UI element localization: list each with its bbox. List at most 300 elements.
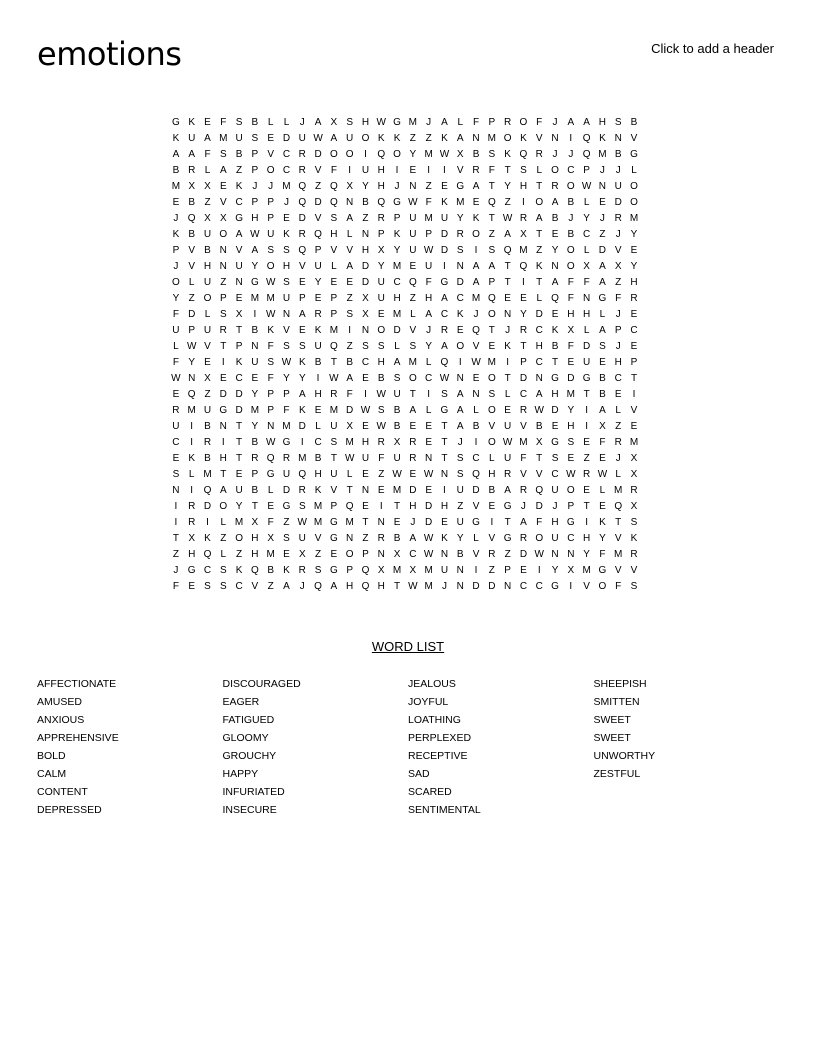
- grid-letter: L: [315, 421, 321, 432]
- grid-letter: E: [441, 181, 448, 192]
- grid-letter: T: [172, 533, 179, 544]
- grid-letter: R: [188, 165, 196, 176]
- grid-letter: U: [314, 261, 322, 272]
- grid-letter: O: [377, 325, 386, 336]
- grid-letter: I: [300, 437, 304, 448]
- grid-letter: S: [630, 581, 638, 592]
- grid-letter: K: [188, 117, 196, 128]
- grid-letter: Q: [487, 197, 496, 208]
- grid-letter: Q: [377, 149, 386, 160]
- grid-letter: E: [235, 469, 243, 480]
- grid-letter: O: [551, 165, 559, 176]
- grid-letter: W: [439, 149, 450, 160]
- grid-letter: V: [535, 469, 543, 480]
- grid-letter: F: [172, 357, 179, 368]
- grid-letter: A: [204, 133, 211, 144]
- grid-letter: E: [551, 421, 559, 432]
- grid-letter: O: [630, 197, 638, 208]
- grid-letter: G: [598, 293, 607, 304]
- grid-letter: C: [282, 149, 291, 160]
- grid-letter: A: [456, 133, 464, 144]
- grid-letter: P: [251, 469, 259, 480]
- grid-letter: G: [551, 581, 559, 592]
- grid-letter: N: [472, 389, 480, 400]
- grid-letter: Y: [314, 277, 322, 288]
- word-list-column: [594, 675, 780, 819]
- grid-letter: U: [203, 325, 212, 336]
- grid-letter: V: [472, 549, 480, 560]
- grid-letter: T: [441, 421, 448, 432]
- grid-letter: Y: [377, 261, 385, 272]
- grid-letter: U: [377, 293, 385, 304]
- grid-letter: R: [219, 325, 227, 336]
- grid-letter: C: [235, 581, 243, 592]
- grid-letter: W: [376, 421, 386, 432]
- grid-letter: M: [171, 181, 181, 192]
- grid-letter: Z: [283, 517, 290, 528]
- grid-letter: W: [423, 469, 434, 480]
- grid-letter: Z: [346, 293, 353, 304]
- grid-letter: O: [393, 149, 401, 160]
- word-list-item: CALM: [37, 768, 67, 780]
- grid-letter: O: [487, 373, 496, 384]
- grid-letter: O: [219, 501, 228, 512]
- grid-letter: R: [456, 229, 464, 240]
- grid-letter: N: [346, 197, 354, 208]
- grid-letter: C: [535, 581, 543, 592]
- grid-letter: U: [314, 341, 322, 352]
- grid-letter: H: [282, 261, 291, 272]
- word-list-item: SWEET: [593, 732, 631, 744]
- grid-letter: Y: [188, 357, 196, 368]
- grid-letter: E: [599, 453, 606, 464]
- grid-letter: M: [456, 197, 465, 208]
- grid-letter: O: [203, 293, 212, 304]
- grid-letter: X: [393, 549, 401, 560]
- grid-letter: E: [599, 197, 606, 208]
- grid-letter: W: [502, 437, 513, 448]
- grid-letter: T: [330, 453, 337, 464]
- grid-letter: W: [376, 117, 386, 128]
- grid-letter: Y: [583, 213, 590, 224]
- grid-letter: U: [409, 245, 417, 256]
- grid-letter: H: [251, 549, 259, 560]
- grid-letter: D: [614, 197, 622, 208]
- grid-letter: J: [520, 501, 526, 512]
- grid-letter: B: [188, 229, 196, 240]
- grid-letter: X: [393, 437, 401, 448]
- grid-letter: J: [568, 149, 574, 160]
- grid-letter: C: [393, 277, 401, 288]
- grid-letter: X: [377, 245, 385, 256]
- grid-letter: Q: [187, 213, 196, 224]
- word-list-item: JOYFUL: [408, 696, 449, 708]
- grid-letter: O: [235, 533, 243, 544]
- grid-letter: D: [203, 501, 212, 512]
- grid-letter: I: [348, 165, 352, 176]
- grid-letter: E: [362, 501, 369, 512]
- grid-letter: V: [219, 197, 227, 208]
- grid-letter: Z: [220, 277, 227, 288]
- grid-letter: P: [251, 165, 259, 176]
- grid-letter: J: [268, 181, 274, 192]
- grid-letter: I: [458, 357, 462, 368]
- grid-letter: N: [535, 373, 543, 384]
- grid-letter: U: [425, 261, 433, 272]
- grid-letter: P: [330, 293, 338, 304]
- grid-letter: N: [172, 485, 180, 496]
- grid-letter: Q: [187, 389, 196, 400]
- grid-letter: W: [423, 549, 434, 560]
- grid-letter: S: [267, 245, 275, 256]
- grid-letter: Y: [583, 549, 590, 560]
- grid-letter: Z: [615, 421, 622, 432]
- grid-letter: O: [630, 181, 638, 192]
- grid-letter: Z: [504, 197, 511, 208]
- grid-letter: J: [473, 309, 479, 320]
- grid-letter: H: [583, 533, 591, 544]
- grid-letter: U: [298, 133, 306, 144]
- grid-letter: U: [440, 213, 449, 224]
- grid-letter: O: [487, 405, 496, 416]
- grid-letter: M: [392, 309, 402, 320]
- grid-letter: Q: [298, 469, 307, 480]
- grid-letter: U: [330, 469, 338, 480]
- grid-letter: M: [313, 501, 323, 512]
- grid-letter: A: [472, 181, 480, 192]
- grid-letter: U: [551, 533, 559, 544]
- grid-letter: N: [456, 565, 464, 576]
- grid-letter: R: [377, 533, 385, 544]
- grid-letter: E: [630, 421, 638, 432]
- grid-letter: B: [251, 325, 259, 336]
- grid-letter: Z: [425, 133, 432, 144]
- grid-letter: F: [615, 581, 622, 592]
- grid-letter: F: [599, 549, 606, 560]
- grid-letter: V: [472, 501, 480, 512]
- grid-letter: R: [298, 165, 306, 176]
- grid-letter: S: [283, 533, 290, 544]
- grid-letter: P: [346, 565, 353, 576]
- grid-letter: Q: [472, 325, 480, 336]
- grid-letter: E: [409, 165, 417, 176]
- grid-letter: H: [519, 181, 528, 192]
- grid-letter: R: [409, 437, 417, 448]
- grid-letter: J: [252, 181, 258, 192]
- grid-letter: N: [361, 229, 370, 240]
- grid-letter: N: [551, 261, 559, 272]
- grid-letter: M: [582, 565, 591, 576]
- grid-letter: T: [236, 453, 243, 464]
- grid-letter: D: [440, 229, 449, 240]
- grid-letter: K: [267, 325, 275, 336]
- grid-letter: J: [599, 213, 605, 224]
- grid-letter: R: [519, 485, 528, 496]
- grid-letter: H: [361, 117, 370, 128]
- grid-letter: G: [472, 517, 480, 528]
- grid-letter: B: [251, 437, 259, 448]
- grid-letter: I: [443, 485, 446, 496]
- grid-letter: E: [599, 357, 606, 368]
- grid-letter: V: [630, 405, 638, 416]
- grid-letter: G: [329, 517, 338, 528]
- grid-letter: E: [219, 181, 227, 192]
- grid-letter: Q: [314, 229, 322, 240]
- grid-letter: A: [599, 277, 606, 288]
- header-placeholder[interactable]: Click to add a header: [651, 41, 774, 56]
- grid-letter: L: [599, 485, 606, 496]
- grid-letter: T: [504, 261, 511, 272]
- grid-letter: H: [314, 389, 322, 400]
- grid-letter: O: [566, 485, 575, 496]
- grid-letter: E: [362, 469, 369, 480]
- grid-letter: H: [630, 277, 638, 288]
- grid-letter: R: [630, 485, 638, 496]
- grid-letter: Y: [599, 533, 606, 544]
- grid-letter: H: [188, 549, 196, 560]
- grid-letter: C: [361, 357, 370, 368]
- grid-letter: I: [206, 517, 209, 528]
- word-list-item: PERPLEXED: [408, 732, 472, 744]
- grid-letter: N: [440, 469, 449, 480]
- grid-letter: U: [583, 357, 591, 368]
- word-list-item: FATIGUED: [222, 714, 275, 726]
- grid-letter: U: [504, 421, 512, 432]
- grid-letter: D: [346, 405, 354, 416]
- grid-letter: D: [440, 245, 449, 256]
- grid-letter: T: [394, 581, 401, 592]
- grid-letter: D: [425, 517, 433, 528]
- grid-letter: T: [536, 277, 543, 288]
- grid-letter: S: [267, 357, 275, 368]
- grid-letter: H: [409, 501, 417, 512]
- grid-letter: L: [346, 229, 353, 240]
- grid-letter: J: [552, 117, 558, 128]
- grid-letter: X: [362, 309, 369, 320]
- grid-letter: M: [408, 357, 418, 368]
- grid-letter: A: [504, 229, 511, 240]
- grid-letter: T: [409, 389, 416, 400]
- grid-letter: S: [441, 389, 448, 400]
- word-list-item: SENTIMENTAL: [408, 804, 481, 816]
- grid-letter: I: [221, 357, 225, 368]
- grid-letter: R: [519, 213, 528, 224]
- grid-letter: B: [393, 421, 401, 432]
- grid-letter: M: [219, 133, 228, 144]
- grid-letter: Q: [472, 469, 480, 480]
- grid-letter: N: [377, 549, 385, 560]
- grid-letter: E: [251, 373, 259, 384]
- grid-letter: M: [345, 517, 354, 528]
- grid-letter: I: [585, 421, 588, 432]
- grid-letter: D: [488, 581, 496, 592]
- grid-letter: E: [362, 373, 369, 384]
- grid-letter: W: [392, 469, 402, 480]
- grid-letter: S: [630, 517, 638, 528]
- word-list-item: GLOOMY: [222, 732, 269, 744]
- word-list-item: GROUCHY: [222, 750, 277, 762]
- grid-letter: G: [250, 277, 259, 288]
- grid-letter: L: [583, 325, 590, 336]
- grid-letter: Q: [487, 293, 496, 304]
- grid-letter: S: [362, 341, 369, 352]
- grid-letter: B: [472, 149, 480, 160]
- grid-letter: T: [236, 437, 243, 448]
- grid-letter: O: [487, 309, 496, 320]
- grid-letter: T: [536, 453, 543, 464]
- grid-letter: Y: [251, 261, 259, 272]
- grid-letter: Q: [582, 149, 591, 160]
- grid-letter: X: [630, 453, 638, 464]
- grid-letter: R: [298, 229, 306, 240]
- grid-letter: O: [598, 581, 607, 592]
- grid-letter: P: [362, 549, 369, 560]
- grid-letter: F: [472, 117, 480, 128]
- grid-letter: D: [188, 309, 196, 320]
- grid-letter: L: [267, 117, 274, 128]
- grid-letter: F: [425, 277, 432, 288]
- grid-letter: W: [376, 389, 386, 400]
- grid-letter: B: [599, 389, 606, 400]
- grid-letter: R: [298, 485, 306, 496]
- grid-letter: P: [267, 389, 275, 400]
- grid-letter: E: [219, 373, 227, 384]
- grid-letter: B: [567, 229, 575, 240]
- grid-letter: F: [599, 437, 606, 448]
- word-list-item: SHEEPISH: [593, 678, 647, 690]
- grid-letter: M: [266, 293, 275, 304]
- grid-letter: V: [630, 133, 638, 144]
- grid-letter: V: [330, 485, 338, 496]
- grid-letter: D: [456, 277, 464, 288]
- grid-letter: K: [535, 261, 543, 272]
- grid-letter: V: [188, 261, 196, 272]
- grid-letter: L: [583, 197, 590, 208]
- grid-letter: P: [251, 149, 259, 160]
- grid-letter: D: [298, 213, 306, 224]
- grid-letter: Y: [172, 293, 180, 304]
- grid-letter: Z: [188, 293, 195, 304]
- grid-letter: P: [298, 293, 306, 304]
- grid-letter: G: [329, 565, 338, 576]
- grid-letter: N: [282, 309, 291, 320]
- grid-letter: S: [330, 437, 338, 448]
- grid-letter: O: [219, 229, 228, 240]
- grid-letter: K: [283, 229, 290, 240]
- grid-letter: Y: [630, 261, 638, 272]
- grid-letter: N: [251, 341, 259, 352]
- grid-letter: X: [298, 549, 306, 560]
- grid-letter: W: [502, 213, 513, 224]
- grid-letter: D: [393, 325, 401, 336]
- grid-letter: F: [330, 165, 337, 176]
- grid-letter: Z: [457, 501, 464, 512]
- grid-letter: I: [506, 357, 510, 368]
- grid-letter: K: [172, 229, 180, 240]
- grid-letter: H: [551, 517, 559, 528]
- word-list-column: [408, 675, 594, 819]
- grid-letter: F: [267, 517, 274, 528]
- grid-letter: Y: [251, 421, 259, 432]
- grid-letter: X: [630, 469, 638, 480]
- grid-letter: C: [551, 469, 559, 480]
- grid-letter: E: [409, 421, 417, 432]
- grid-letter: D: [583, 341, 591, 352]
- grid-letter: A: [567, 117, 575, 128]
- grid-letter: I: [364, 389, 367, 400]
- grid-letter: W: [534, 405, 544, 416]
- grid-letter: S: [204, 581, 211, 592]
- grid-letter: U: [235, 485, 243, 496]
- grid-letter: A: [520, 517, 527, 528]
- grid-letter: R: [298, 565, 306, 576]
- grid-letter: K: [551, 325, 559, 336]
- grid-letter: Z: [599, 229, 606, 240]
- grid-letter: T: [441, 453, 448, 464]
- grid-letter: E: [330, 277, 338, 288]
- grid-letter: W: [171, 373, 181, 384]
- grid-letter: G: [172, 117, 180, 128]
- grid-letter: I: [569, 581, 573, 592]
- grid-letter: Q: [361, 581, 370, 592]
- grid-letter: W: [423, 245, 434, 256]
- grid-letter: V: [235, 245, 243, 256]
- grid-letter: E: [567, 453, 575, 464]
- grid-letter: V: [472, 341, 480, 352]
- grid-letter: B: [314, 357, 322, 368]
- grid-letter: Q: [519, 149, 528, 160]
- grid-letter: E: [472, 373, 480, 384]
- grid-letter: W: [534, 549, 544, 560]
- grid-letter: V: [314, 533, 322, 544]
- word-list-item: SWEET: [593, 714, 631, 726]
- grid-letter: N: [361, 325, 370, 336]
- page-title: emotions: [37, 35, 182, 73]
- grid-letter: J: [173, 261, 179, 272]
- grid-letter: M: [471, 293, 481, 304]
- grid-letter: B: [630, 117, 638, 128]
- grid-letter: E: [314, 405, 322, 416]
- grid-letter: K: [298, 357, 306, 368]
- grid-letter: M: [614, 549, 623, 560]
- grid-letter: U: [377, 277, 385, 288]
- grid-letter: Y: [551, 565, 559, 576]
- grid-letter: F: [220, 117, 227, 128]
- grid-letter: T: [220, 341, 227, 352]
- grid-letter: I: [190, 421, 194, 432]
- grid-letter: T: [346, 485, 353, 496]
- grid-letter: P: [188, 325, 196, 336]
- grid-letter: Y: [298, 373, 306, 384]
- grid-letter: E: [472, 197, 480, 208]
- grid-letter: G: [219, 405, 228, 416]
- grid-letter: S: [488, 245, 496, 256]
- grid-letter: E: [409, 469, 417, 480]
- grid-letter: Z: [315, 549, 322, 560]
- grid-letter: G: [393, 197, 401, 208]
- grid-letter: T: [536, 181, 543, 192]
- grid-letter: W: [360, 405, 371, 416]
- grid-letter: E: [425, 421, 432, 432]
- grid-letter: L: [504, 389, 511, 400]
- grid-letter: S: [219, 149, 227, 160]
- grid-letter: E: [630, 309, 638, 320]
- grid-letter: W: [423, 533, 434, 544]
- grid-letter: S: [346, 117, 353, 128]
- grid-letter: T: [251, 501, 258, 512]
- grid-letter: H: [567, 421, 575, 432]
- grid-letter: U: [456, 485, 464, 496]
